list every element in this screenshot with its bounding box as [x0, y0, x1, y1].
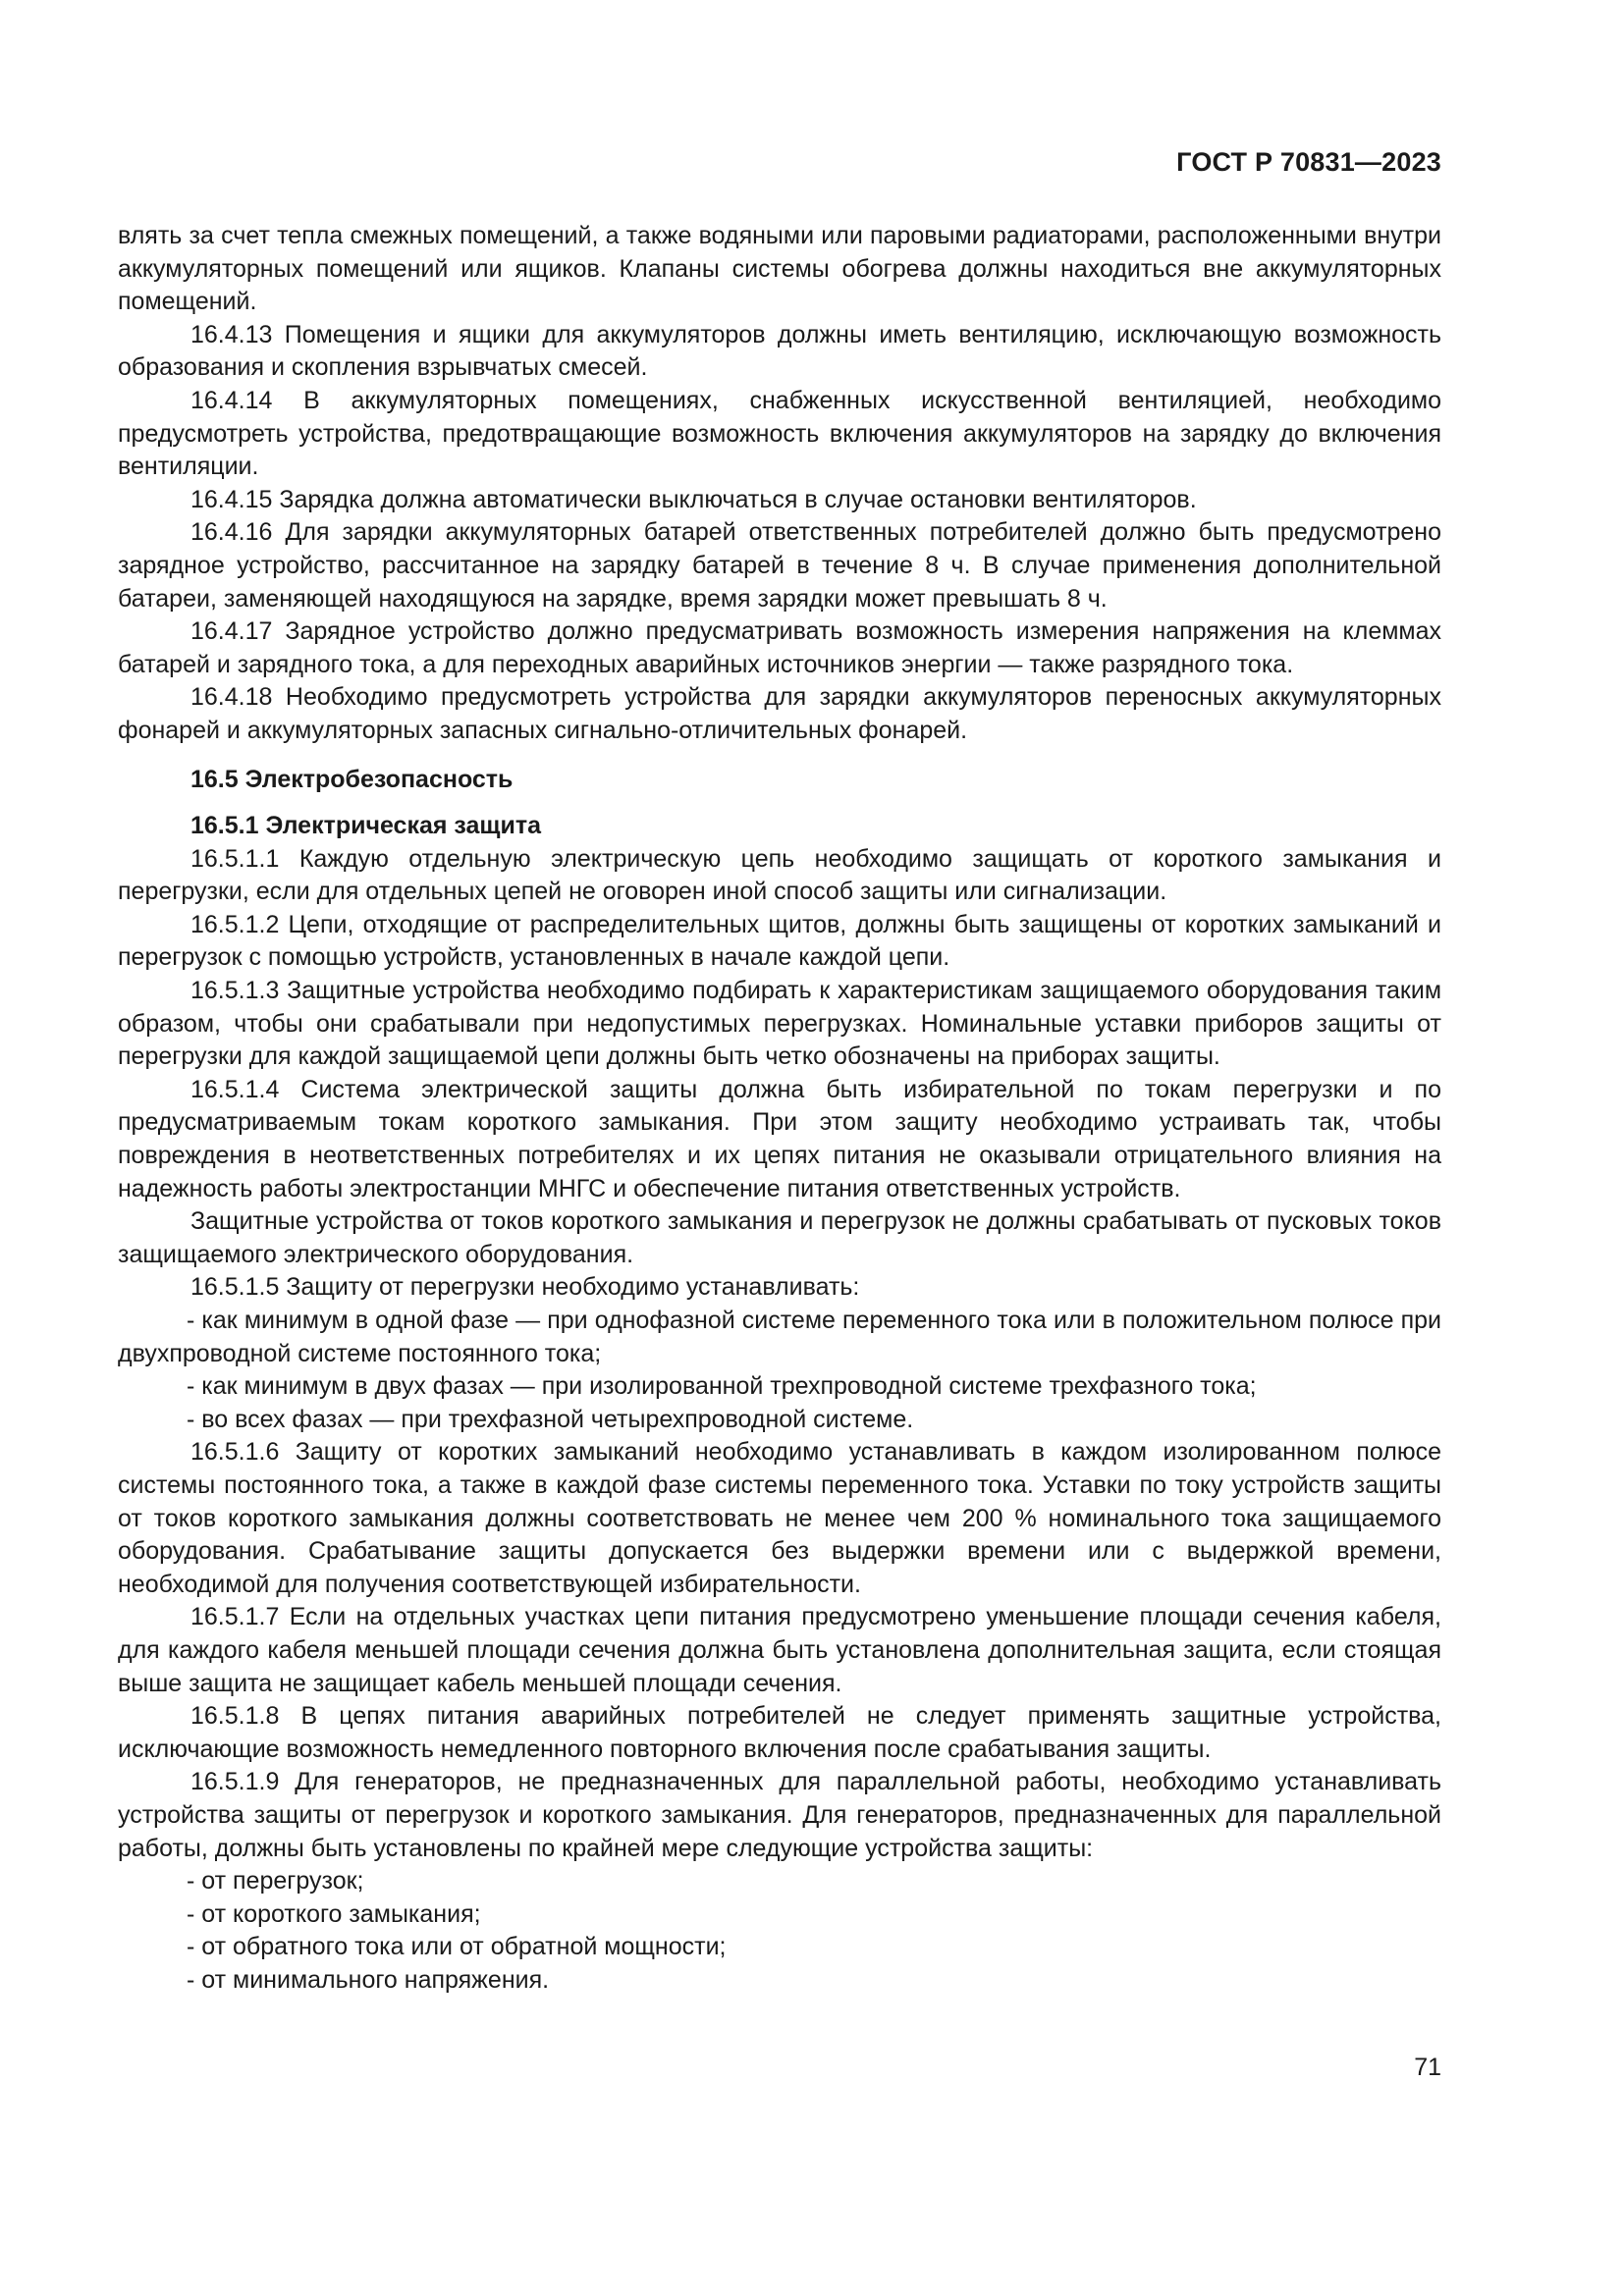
subsection-heading: 16.5.1 Электрическая защита [190, 812, 542, 840]
paragraph-16-5-1-3: 16.5.1.3 Защитные устройства необходимо подбирать к характеристикам защищаемого оборудования таким образом, чтобы они срабатывали при недопустимых перегрузках. Номинальные уставки приборов защиты от перегрузки для каждой защищаемой цепи должны быть четко обозначены на приборах защиты. [118, 977, 1441, 1071]
page-number: 71 [1414, 2054, 1441, 2081]
list-item-generator-protection: - от перегрузок; [187, 1867, 364, 1896]
list-item-overload: - как минимум в двух фазах — при изолированной трехпроводной системе трехфазного тока; [187, 1372, 1257, 1401]
list-item-overload: - как минимум в одной фазе — при однофазной системе переменного тока или в положительном полюсе при двухпроводной системе постоянного тока; [118, 1307, 1441, 1367]
paragraph-protection-note: Защитные устройства от токов короткого замыкания и перегрузок не должны срабатывать от пусковых токов защищаемого электрического оборудования. [118, 1207, 1441, 1268]
list-item-overload: - во всех фазах — при трехфазной четырехпроводной системе. [187, 1405, 914, 1433]
list-item-generator-protection: - от обратного тока или от обратной мощности; [187, 1933, 727, 1961]
section-heading: 16.5 Электробезопасность [190, 765, 514, 793]
paragraph-16-5-1-6: 16.5.1.6 Защиту от коротких замыканий необходимо устанавливать в каждом изолированном полюсе системы постоянного тока, а также в каждой фазе системы переменного тока. Уставки по току устройств защиты от токов короткого замыкания должны соответствовать не менее чем 200 % номинального тока защищаемого оборудования. Срабатывание защиты допускается без выдержки времени или с выдержкой времени, необходимой для получения соответствующей избирательности. [118, 1438, 1441, 1598]
paragraph-16-5-1-4: 16.5.1.4 Система электрической защиты должна быть избирательной по токам перегрузки и по предусматриваемым токам короткого замыкания. При этом защиту необходимо устраивать так, чтобы повреждения в неответственных потребителях и их цепях питания не оказывали отрицательного влияния на надежность работы электростанции МНГС и обеспечение питания ответственных устройств. [118, 1075, 1441, 1202]
paragraph-16-4-15: 16.4.15 Зарядка должна автоматически выключаться в случае остановки вентиляторов. [190, 485, 1197, 513]
paragraph-16-4-18: 16.4.18 Необходимо предусмотреть устройства для зарядки аккумуляторов переносных аккумуляторных фонарей и аккумуляторных запасных сигнально-отличительных фонарей. [118, 683, 1441, 744]
document-header: ГОСТ Р 70831—2023 [1176, 147, 1441, 177]
paragraph-16-5-1-2: 16.5.1.2 Цепи, отходящие от распределительных щитов, должны быть защищены от коротких замыканий и перегрузок с помощью устройств, установленных в начале каждой цепи. [118, 910, 1441, 972]
paragraph-16-5-1-1: 16.5.1.1 Каждую отдельную электрическую цепь необходимо защищать от короткого замыкания и перегрузки, если для отдельных цепей не оговорен иной способ защиты или сигнализации. [118, 844, 1441, 906]
paragraph-16-5-1-5: 16.5.1.5 Защиту от перегрузки необходимо устанавливать: [190, 1273, 860, 1302]
list-item-generator-protection: - от короткого замыкания; [187, 1899, 481, 1928]
paragraph-16-5-1-9: 16.5.1.9 Для генераторов, не предназначенных для параллельной работы, необходимо устанавливать устройства защиты от перегрузок и короткого замыкания. Для генераторов, предназначенных для параллельной работы, должны быть установлены по крайней мере следующие устройства защиты: [118, 1768, 1441, 1862]
paragraph-16-4-13: 16.4.13 Помещения и ящики для аккумуляторов должны иметь вентиляцию, исключающую возможность образования и скопления взрывчатых смесей. [118, 320, 1441, 382]
paragraph-16-4-14: 16.4.14 В аккумуляторных помещениях, снабженных искусственной вентиляцией, необходимо предусмотреть устройства, предотвращающие возможность включения аккумуляторов на зарядку до включения вентиляции. [118, 386, 1441, 481]
paragraph-16-4-16: 16.4.16 Для зарядки аккумуляторных батарей ответственных потребителей должно быть предусмотрено зарядное устройство, рассчитанное на зарядку батарей в течение 8 ч. В случае применения дополнительной батареи, заменяющей находящуюся на зарядке, время зарядки может превышать 8 ч. [118, 518, 1441, 613]
paragraph-16-5-1-8: 16.5.1.8 В цепях питания аварийных потребителей не следует применять защитные устройства, исключающие возможность немедленного повторного включения после срабатывания защиты. [118, 1702, 1441, 1763]
paragraph-16-4-17: 16.4.17 Зарядное устройство должно предусматривать возможность измерения напряжения на клеммах батарей и зарядного тока, а для переходных аварийных источников энергии — также разрядного тока. [118, 617, 1441, 678]
paragraph-continuation: влять за счет тепла смежных помещений, а также водяными или паровыми радиаторами, расположенными внутри аккумуляторных помещений или ящиков. Клапаны системы обогрева должны находиться вне аккумуляторных помещений. [118, 222, 1441, 316]
paragraph-16-5-1-7: 16.5.1.7 Если на отдельных участках цепи питания предусмотрено уменьшение площади сечения кабеля, для каждого кабеля меньшей площади сечения должна быть установлена дополнительная защита, если стоящая выше защита не защищает кабель меньшей площади сечения. [118, 1603, 1441, 1697]
list-item-generator-protection: - от минимального напряжения. [187, 1965, 550, 1994]
page-body [118, 220, 1441, 1997]
